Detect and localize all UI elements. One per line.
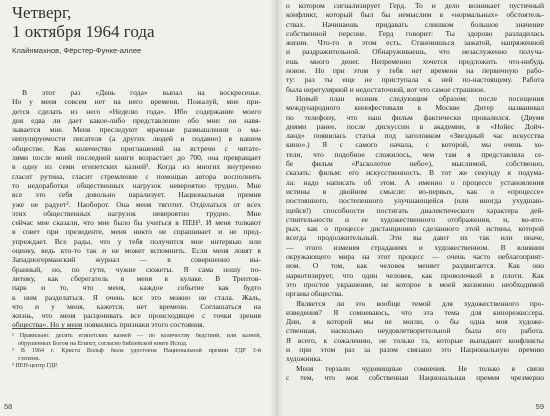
body-line: в совет при президенте, меня никто не спрашивает и не пред- xyxy=(12,227,261,237)
entry-heading xyxy=(12,3,155,41)
body-line: лями после моей последней книги возрастает до 700, она превращает xyxy=(12,153,261,163)
body-line: жизни. Что-то в этом есть. Становишься зажатой, напряженной xyxy=(286,38,544,48)
body-line: Западногерманский журнал — в совершенно вы- xyxy=(12,255,261,265)
body-line: органы общества. xyxy=(286,289,344,299)
body-line: ствах. Начинаешь придавать слишком большое значение xyxy=(286,19,544,29)
body-line: Но у меня совсем нет на него времени. Пожалуй, мне при- xyxy=(12,97,261,107)
body-line: новое. Но при этом у тебя нет времени на первичную рабо- xyxy=(286,66,544,76)
body-line: В этот раз «День года» выпал на воскресенье. xyxy=(22,88,261,97)
body-line: уже не радует². Наоборот. Она меня тяготит. Отделаться от всех xyxy=(12,199,261,209)
heading-weekday: Четверг, xyxy=(12,3,72,22)
body-line: дня едва ли дает какое-либо представление обо мне: он навя- xyxy=(12,115,261,125)
body-line: Меня терзали чудовищные сомнения. Не только в связи xyxy=(296,363,544,373)
body-line: парк и то, что меня, каждое событие как будто xyxy=(12,283,261,293)
body-line: ствительности и ее художественного отображения, и, во-вто- xyxy=(286,214,544,224)
right-body-text xyxy=(286,1,544,382)
body-line: что и у меня, кажется, нет времени. Соглашаться на xyxy=(12,301,261,311)
body-line: Новый план возник следующим образом: после посещения xyxy=(296,93,544,103)
page-number-right: 59 xyxy=(535,402,544,411)
body-line: изведения? Я сомневаюсь, что эта тема для кинорежиссера. xyxy=(286,307,544,317)
body-line: ла: надо написать об этом. А именно о процессе установления xyxy=(286,177,544,187)
body-line: дется сделать из него «Неделю года». Ибо содержание моего xyxy=(12,106,261,116)
heading-date: 1 октября 1964 года xyxy=(12,22,155,41)
body-line: это простое украшение, не которое в моей жизненно необходимой xyxy=(286,279,544,289)
body-line: упреждает. Все рады, что у тебя получится мне интервью или xyxy=(12,236,261,246)
right-page xyxy=(276,0,550,416)
body-line: ешь много денег. Непременно хочется предложить что-нибудь xyxy=(286,56,544,66)
body-line: жизнь, что меня расценивать все происходящее с точки зрения xyxy=(12,311,261,321)
body-line: конфликт, который был бы немыслим в «нормальных» обстоятель- xyxy=(286,10,544,20)
footnote-line: ³ ПЕН-центр ГДР. xyxy=(12,363,58,369)
body-line: днями ранее, после дискуссии в академии, в «Нойес Дойч- xyxy=(286,121,544,131)
body-line: этих общественных нагрузок невероятно трудно. Мне xyxy=(12,208,261,218)
page-number-left: 58 xyxy=(4,402,13,411)
body-line: бранный, но, по сути, чужие сюжеты. Я сама ношу по- xyxy=(12,264,261,274)
body-line: тели, что подобное сложилось, чем там я представляла се- xyxy=(286,149,544,159)
body-line: и раздражительной. Обнаруживаешь, что незаслуженно получа- xyxy=(286,47,544,57)
footnote-line: обрушенных Богом на Египет, согласно библейской книге Исход. xyxy=(18,340,188,347)
body-line: собственной персоне. Герд говорит: Ты здорово разладилась xyxy=(286,28,544,38)
body-line: по телефону, что наш фильм фактически провалился. (Двумя xyxy=(286,112,544,122)
body-line: ту: раз ты еще не приступала к ней по-настоящему. Работа xyxy=(286,75,544,85)
footnote-rule xyxy=(12,328,82,329)
body-line: о котором сигнализирует Герд. То и дело возникает пустячный xyxy=(286,1,544,10)
footnote-line: ² В 1964 г. Криста Вольф была удостоена Национальной премии ГДР 3-й xyxy=(12,348,261,354)
body-line: и при этом раз за разом связано это Национальную премию xyxy=(286,344,544,354)
body-line: в одну из семи египетских казней¹. Когда из многих внутренно xyxy=(12,162,261,172)
body-line: сказать: фильм: его искусственность. В тот же секунду я подума- xyxy=(286,168,544,178)
body-line: оценку, ведь кто-то так и не может вспомнить. Если меня ловят в xyxy=(12,246,261,256)
book-gutter-shadow xyxy=(270,0,284,416)
location-line: Клайнмахнов, Фёрстер-Функе-аллее xyxy=(12,46,142,55)
body-line: окружающего мира на этот процесс — очень часто неблагоприят- xyxy=(286,252,544,262)
body-line: наркотизирует, что один человек, как проволочкой в плоти. Как xyxy=(286,270,544,280)
body-line: Является ли это вообще темой для художественного про- xyxy=(296,298,544,308)
body-line: общества». Но у меня появились признаки этого состояния. xyxy=(12,320,205,330)
body-line: Я всего, к сожалению, не только та, которые выпадают конфликты xyxy=(286,335,544,345)
body-line: гласит рутина, гласит стремление с помощью автора восполнить xyxy=(12,171,261,181)
body-line: всегда продолжительный. Эти вы дают их так или иначе, xyxy=(286,233,544,243)
footnote-line: степени. xyxy=(18,355,41,362)
body-line: истины в двойном смысле: во-первых, как о «процессе» xyxy=(286,186,544,196)
body-line: литику, как сберегатель в меня в кулаке. В Трептов- xyxy=(12,273,261,283)
body-line: Дни, в которой мы не могли, о бы одна моя художе- xyxy=(286,317,544,327)
body-line: рых, как о процессе дистанционно сделанного этой истины, которой xyxy=(286,224,544,234)
body-line: все это себя довольно парализует. Национальная премия xyxy=(12,190,261,200)
body-line: художника. xyxy=(286,354,323,364)
body-line: сейчас мне сказали, что мне было бы учиться в ПЕН³. И меня толкают xyxy=(12,218,261,228)
left-body-text xyxy=(12,88,261,330)
body-line: постоянного, постепенного улучшающейся (или иногда ухудшаю- xyxy=(286,196,544,206)
body-line: к ним разделаться. Я очень все это можно не стала. Жаль, xyxy=(12,292,261,302)
body-line: бе фильм «Расколотое небо»), мыслимой, собственно, xyxy=(286,159,544,169)
body-line: щейся!) способности постигать диалектического характера дей- xyxy=(286,205,544,215)
body-line: зывается мне. Меня преследуют мрачные размышления о ма- xyxy=(12,125,261,135)
footnotes xyxy=(12,333,261,371)
body-line: с тем, что моя собственная Национальная премия чрезмерно xyxy=(286,372,544,382)
body-line: — этого изменяя страданиях и художественном. В влиянии xyxy=(286,242,544,252)
body-line: кино».) Я с самого начала, с которой, мы очень хо- xyxy=(286,140,544,150)
body-line: международного кинофестиваля в Москве Дитер названивал xyxy=(286,103,544,113)
body-line: обществе. Как количество приглашений на встречи с читате- xyxy=(12,143,261,153)
footnote-line: ¹ Правильно: десять египетских казней — по количеству бедствий, или казней, xyxy=(12,333,261,339)
body-line: то недоработки общественных нагрузок невероятно трудно. Мне xyxy=(12,180,261,190)
body-line: ланд» появилась статья под заголовком «Звездный час искусства xyxy=(286,131,544,141)
body-line: нипулируемости писателя (а других людей и подавно) в нашем xyxy=(12,134,261,144)
body-line: была нерегулярной и недостаточной, вот что самое страшное. xyxy=(286,84,486,94)
body-line: ственная, насколько неудовлетворительной была его работа. xyxy=(286,326,544,336)
body-line: ном. О том, как человек меняет раздвигается. Как оно xyxy=(286,261,544,271)
